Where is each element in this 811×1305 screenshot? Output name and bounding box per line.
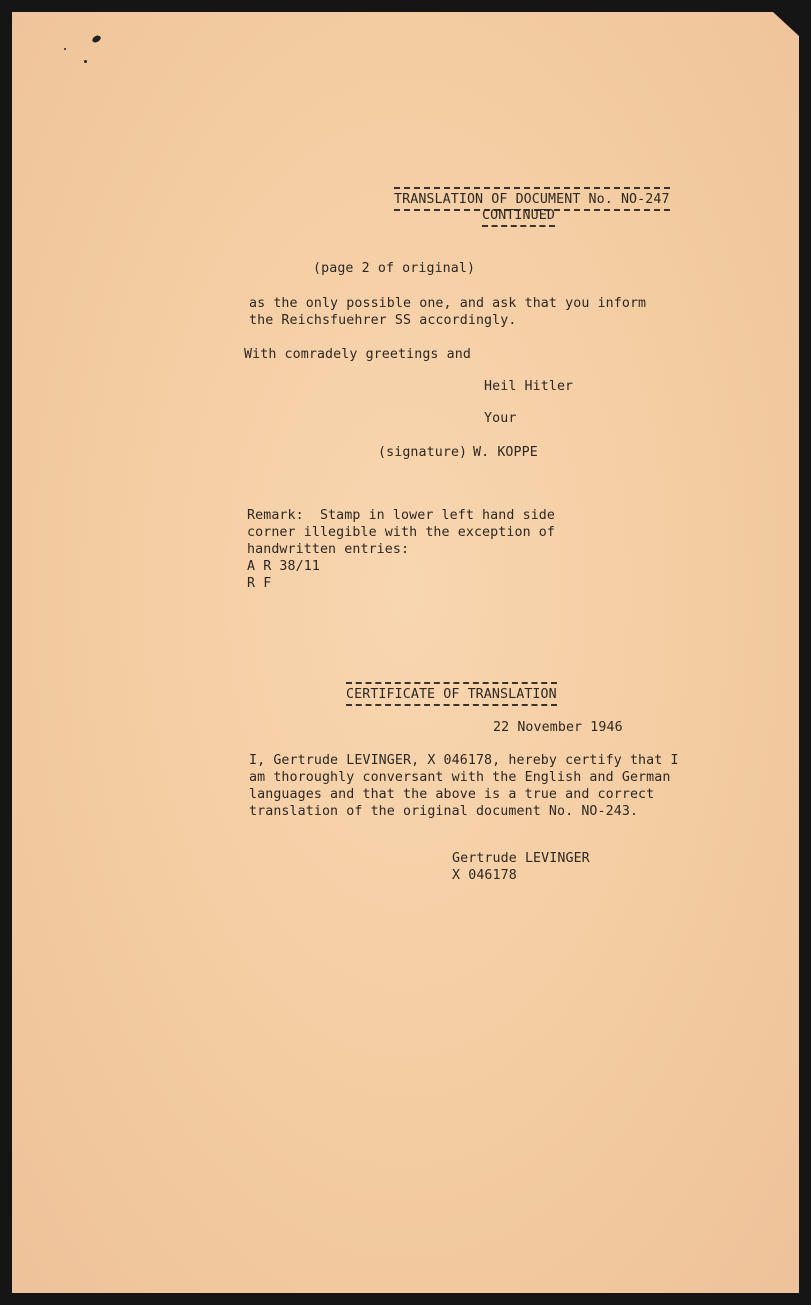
page-corner bbox=[773, 12, 799, 36]
page-note: (page 2 of original) bbox=[313, 261, 476, 276]
remark-line: handwritten entries: bbox=[247, 542, 410, 557]
certificate-line: am thoroughly conversant with the English and German bbox=[249, 770, 671, 785]
remark-line: R F bbox=[247, 576, 272, 591]
signer-name: Gertrude LEVINGER bbox=[452, 851, 590, 866]
signer-id: X 046178 bbox=[452, 868, 517, 883]
certificate-line: languages and that the above is a true and correct bbox=[249, 787, 655, 802]
certificate-title: CERTIFICATE OF TRANSLATION bbox=[346, 682, 557, 706]
document-title-continued: CONTINUED bbox=[482, 207, 555, 227]
certificate-date: 22 November 1946 bbox=[493, 720, 623, 735]
signature-label: (signature) bbox=[378, 445, 468, 460]
your-line: Your bbox=[484, 411, 517, 426]
certificate-line: translation of the original document No. NO-243. bbox=[249, 804, 639, 819]
greeting: With comradely greetings and bbox=[244, 347, 471, 362]
document-page bbox=[12, 12, 799, 1293]
body-line: as the only possible one, and ask that you inform bbox=[249, 296, 647, 311]
ink-speck bbox=[64, 48, 66, 50]
remark-line: A R 38/11 bbox=[247, 559, 320, 574]
document-title: TRANSLATION OF DOCUMENT No. NO-247 bbox=[394, 187, 670, 211]
remark-line: Remark: Stamp in lower left hand side bbox=[247, 508, 556, 523]
signature-name: W. KOPPE bbox=[473, 445, 538, 460]
ink-speck bbox=[91, 34, 102, 44]
certificate-line: I, Gertrude LEVINGER, X 046178, hereby certify that I bbox=[249, 753, 679, 768]
heil-line: Heil Hitler bbox=[484, 379, 574, 394]
body-line: the Reichsfuehrer SS accordingly. bbox=[249, 313, 517, 328]
remark-line: corner illegible with the exception of bbox=[247, 525, 556, 540]
ink-speck bbox=[84, 60, 87, 63]
